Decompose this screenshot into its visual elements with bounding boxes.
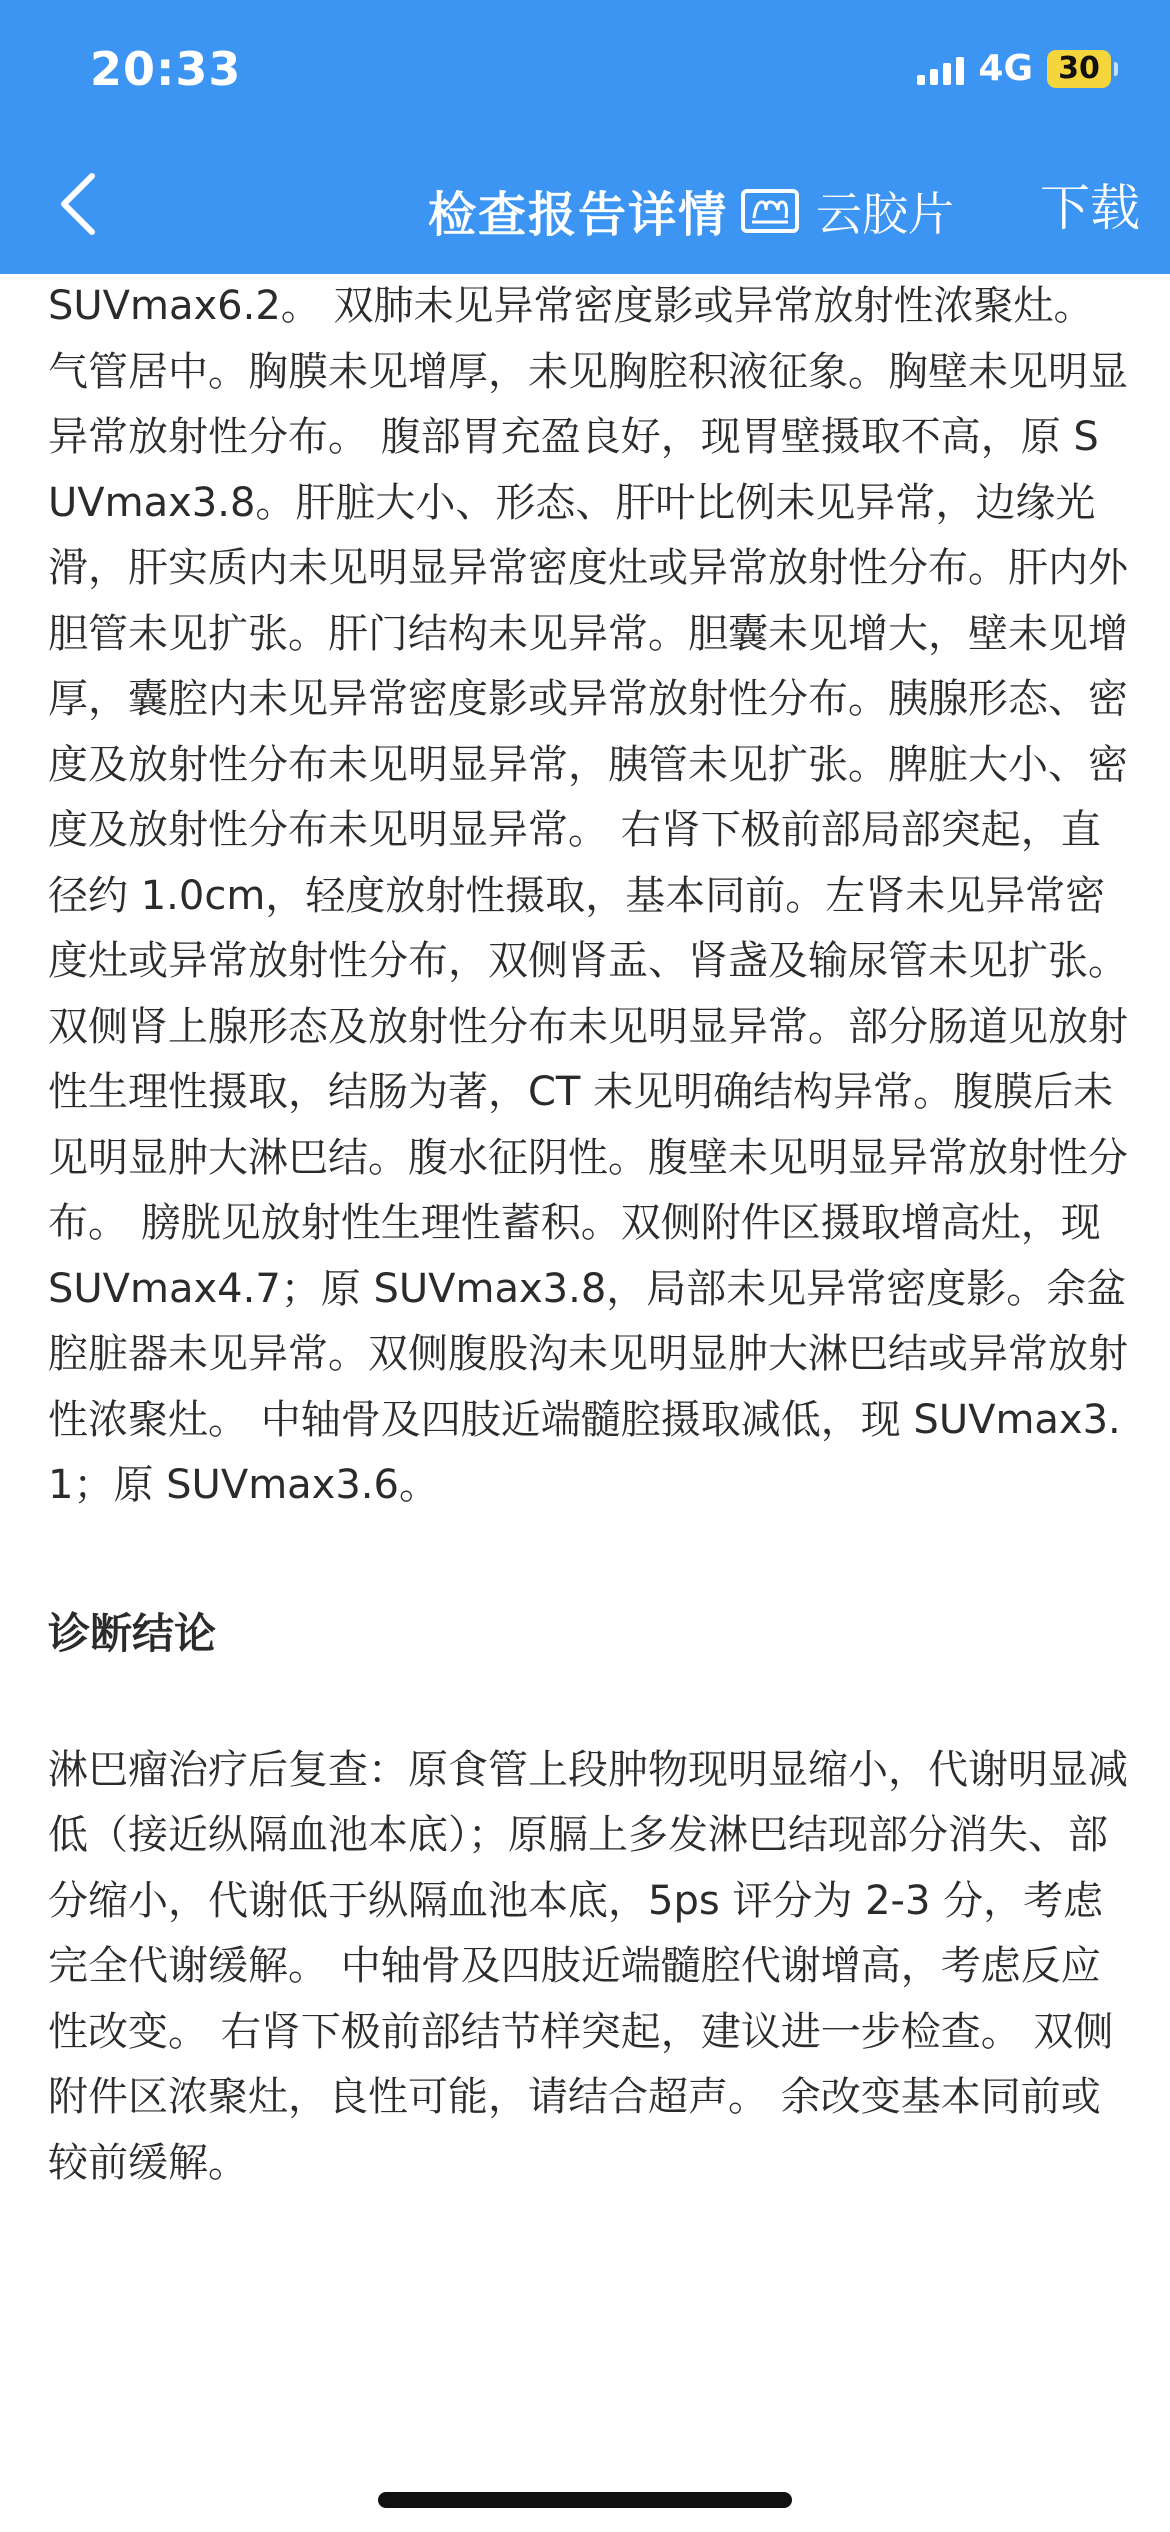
battery-level: 30 (1047, 50, 1111, 88)
page-title: 检查报告详情 (428, 187, 729, 243)
film-icon (740, 188, 800, 234)
home-indicator[interactable] (378, 2492, 792, 2508)
conclusion-title: 诊断结论 (48, 1608, 217, 1658)
status-time: 20:33 (90, 42, 242, 96)
download-button[interactable]: 下载 (1040, 179, 1140, 237)
back-button[interactable] (52, 168, 108, 240)
app-header (0, 0, 1170, 274)
chevron-left-icon (52, 168, 108, 240)
cloud-film-button[interactable] (740, 178, 954, 244)
signal-icon (917, 53, 964, 85)
report-content (48, 274, 1128, 2196)
battery-icon (1047, 50, 1118, 88)
battery-cap (1114, 62, 1118, 76)
network-type: 4G (978, 48, 1033, 89)
cloud-film-label: 云胶片 (816, 187, 954, 241)
status-indicators (917, 48, 1118, 89)
findings-text: SUVmax6.2。 双肺未见异常密度影或异常放射性浓聚灶。气管居中。胸膜未见增厚，未见胸腔积液征象。胸壁未见明显异常放射性分布。 腹部胃充盈良好，现胃壁摄取不高，原 SUVmax3.8。肝脏大小、形态、肝叶比例未见异常，边缘光滑，肝实质内未见明显异常密度灶或异常放射性分布。肝内外胆管未见扩张。肝门结构未见异常。胆囊未见增大，壁未见增厚，囊腔内未见异常密度影或异常放射性分布。胰腺形态、密度及放射性分布未见明显异常，胰管未见扩张。脾脏大小、密度及放射性分布未见明显异常。 右肾下极前部局部突起，直径约 1.0cm，轻度放射性摄取，基本同前。左肾未见异常密度灶或异常放射性分布，双侧肾盂、肾盏及输尿管未见扩张。双侧肾上腺形态及放射性分布未见明显异常。部分肠道见放射性生理性摄取，结肠为著，CT 未见明确结构异常。腹膜后未见明显肿大淋巴结。腹水征阴性。腹壁未见明显异常放射性分布。 膀胱见放射性生理性蓄积。双侧附件区摄取增高灶，现 SUVmax4.7；原 SUVmax3.8，局部未见异常密度影。余盆腔脏器未见异常。双侧腹股沟未见明显肿大淋巴结或异常放射性浓聚灶。 中轴骨及四肢近端髓腔摄取减低，现 SUVmax3.1；原 SUVmax3.6。 (48, 283, 1128, 1508)
conclusion-text: 淋巴瘤治疗后复查：原食管上段肿物现明显缩小，代谢明显减低（接近纵隔血池本底）；原膈上多发淋巴结现部分消失、部分缩小，代谢低于纵隔血池本底，5ps 评分为 2-3 分，考虑完全代谢缓解。 中轴骨及四肢近端髓腔代谢增高，考虑反应性改变。 右肾下极前部结节样突起，建议进一步检查。 双侧附件区浓聚灶，良性可能，请结合超声。 余改变基本同前或较前缓解。 (48, 1746, 1128, 2186)
